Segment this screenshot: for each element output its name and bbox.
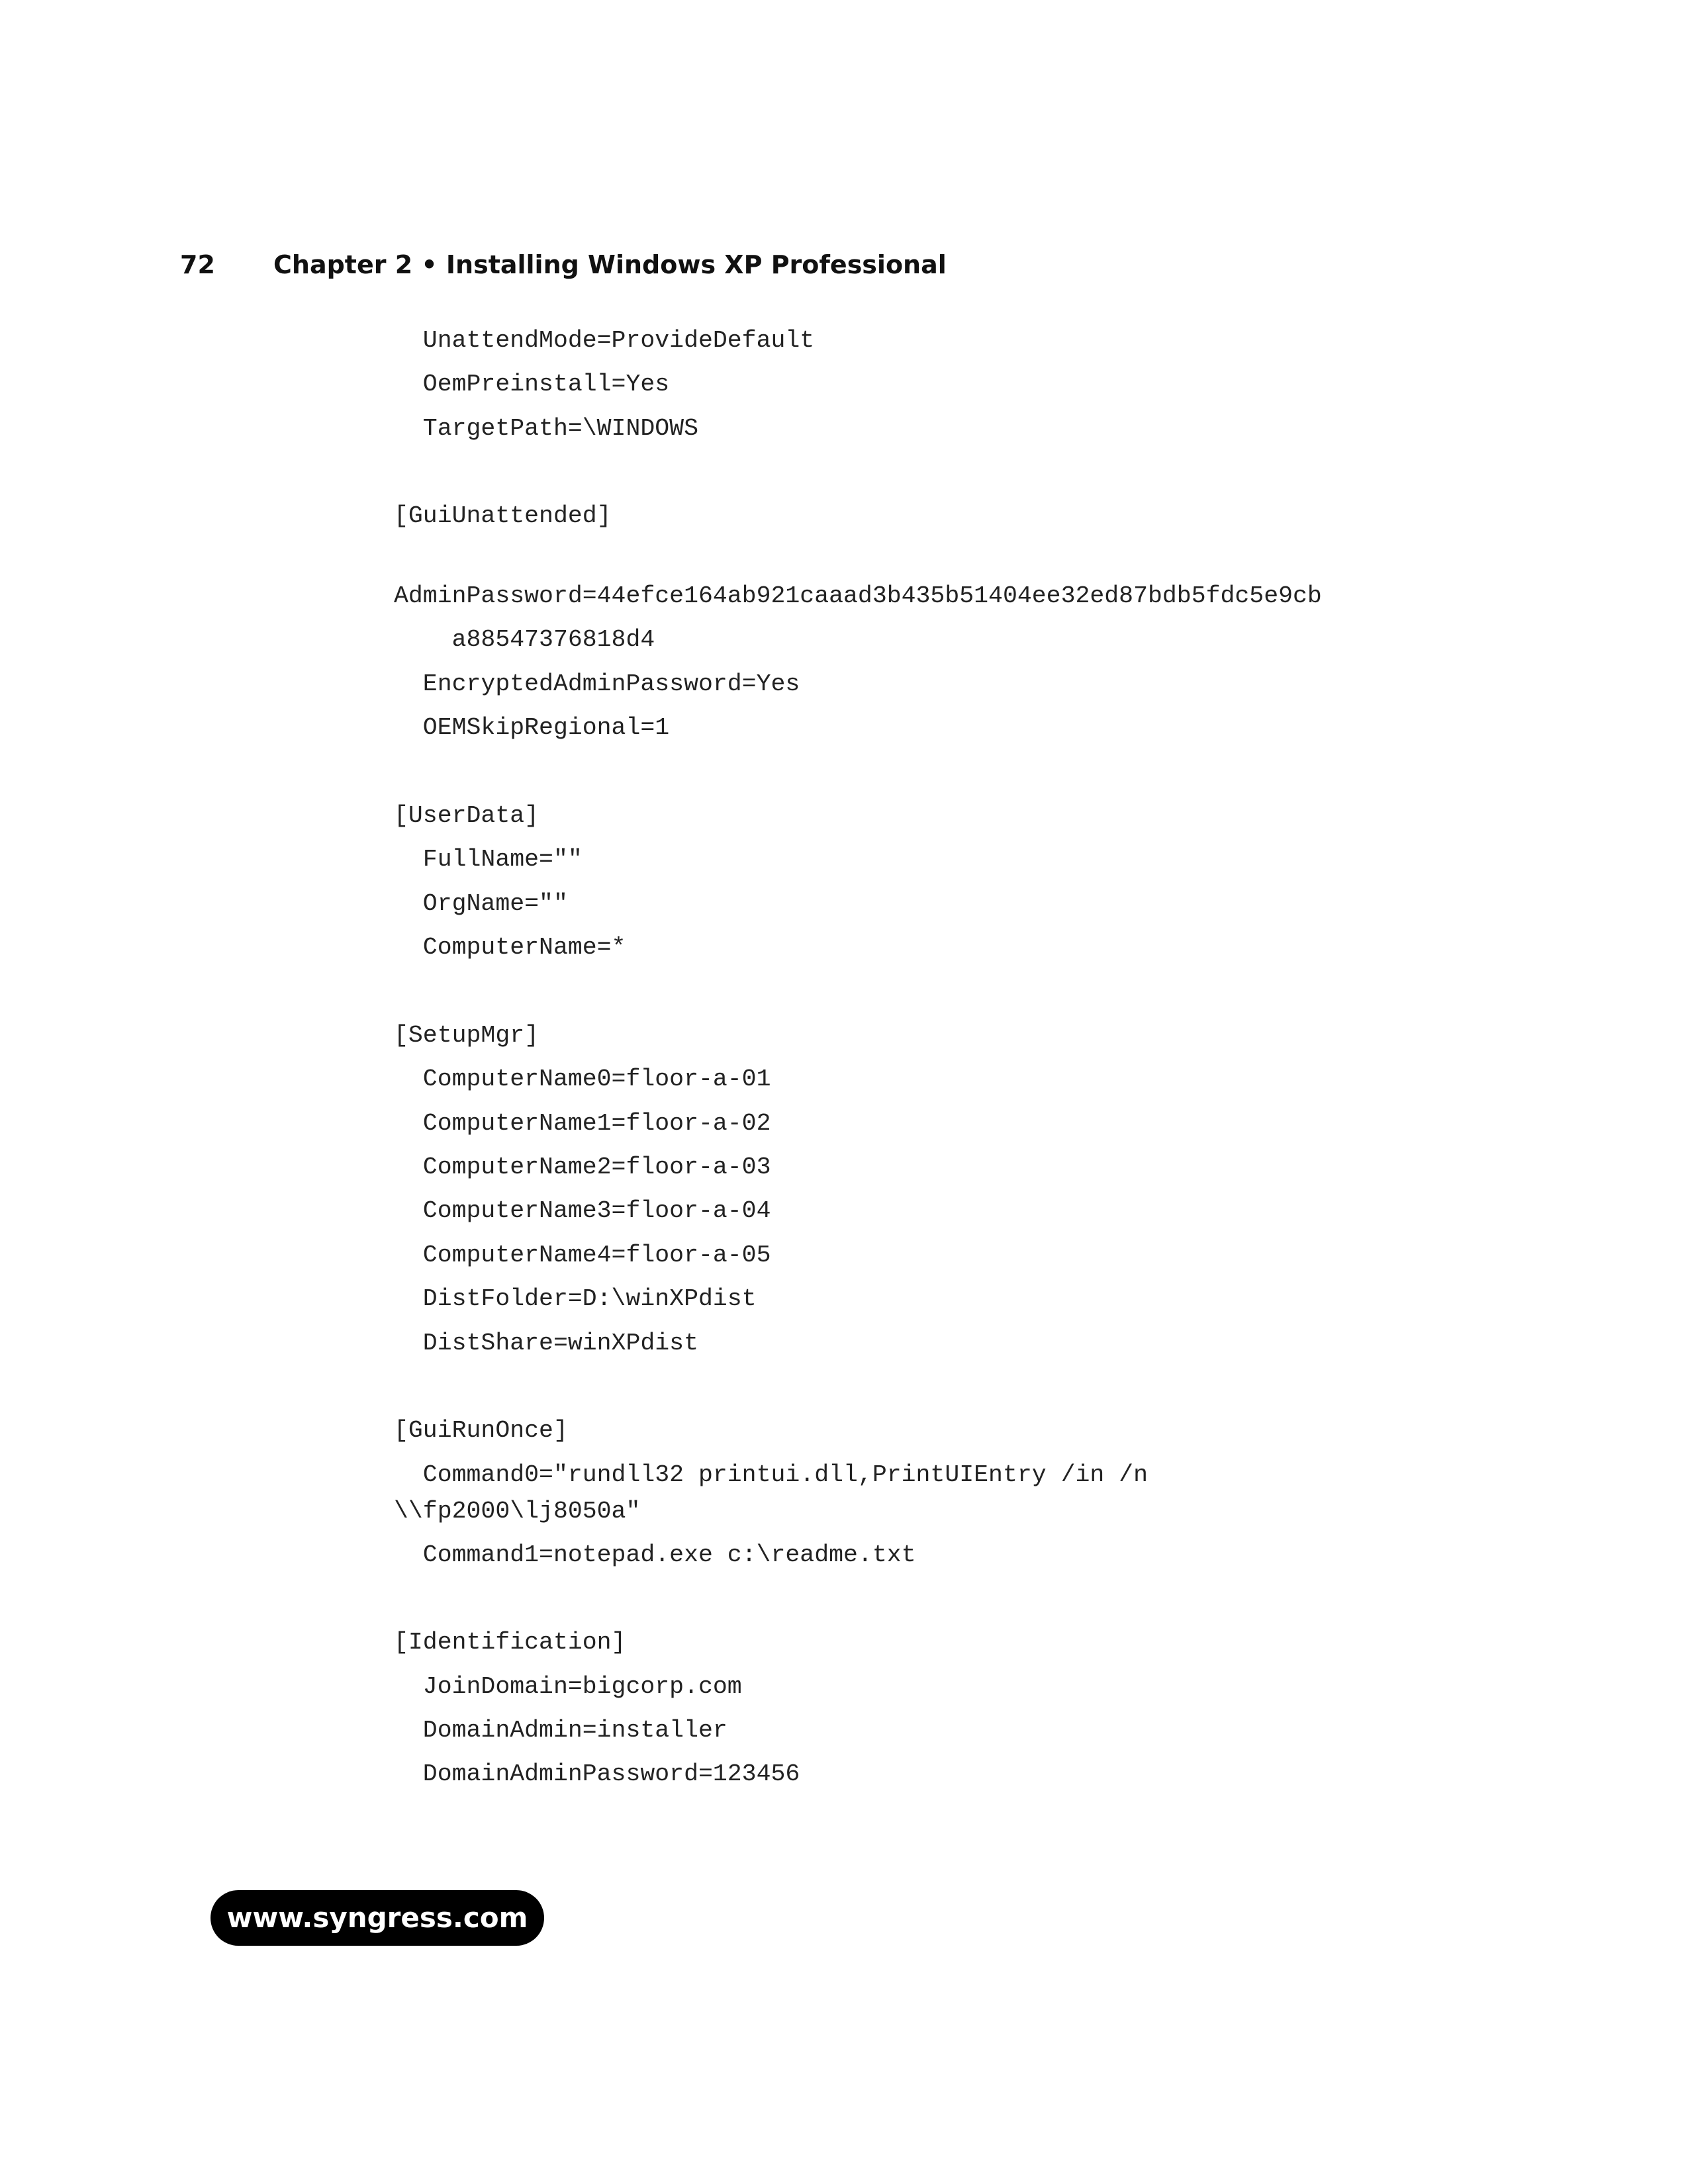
code-line: ComputerName0=floor-a-01 [394, 1066, 771, 1093]
running-head: Chapter 2 • Installing Windows XP Professional [273, 250, 947, 279]
code-line: DomainAdmin=installer [394, 1717, 727, 1744]
code-line: Command1=notepad.exe c:\readme.txt [394, 1541, 916, 1569]
code-line: OEMSkipRegional=1 [394, 714, 670, 741]
code-listing [394, 0, 1652, 2184]
code-line: [UserData] [394, 802, 539, 829]
code-line: \\fp2000\lj8050a" [394, 1498, 641, 1525]
code-line: JoinDomain=bigcorp.com [394, 1673, 742, 1700]
code-line: [SetupMgr] [394, 1022, 539, 1049]
code-line: FullName="" [394, 846, 583, 873]
code-line: [Identification] [394, 1629, 626, 1656]
code-line: ComputerName3=floor-a-04 [394, 1197, 771, 1224]
code-line: DistFolder=D:\winXPdist [394, 1285, 757, 1312]
code-line: [GuiRunOnce] [394, 1417, 568, 1444]
code-line: DomainAdminPassword=123456 [394, 1760, 800, 1788]
code-line: DistShare=winXPdist [394, 1330, 698, 1357]
code-line: ComputerName=* [394, 934, 626, 961]
code-line: ComputerName2=floor-a-03 [394, 1154, 771, 1181]
code-line: [GuiUnattended] [394, 502, 612, 529]
code-line: ComputerName1=floor-a-02 [394, 1110, 771, 1137]
code-line: AdminPassword=44efce164ab921caaad3b435b51404ee32ed87bdb5fdc5e9cb [394, 582, 1322, 610]
code-line: a88547376818d4 [394, 626, 655, 653]
code-line: TargetPath=\WINDOWS [394, 415, 698, 442]
code-line: Command0="rundll32 printui.dll,PrintUIEntry /in /n [394, 1461, 1148, 1488]
page-number: 72 [180, 250, 215, 279]
code-line: OrgName="" [394, 890, 568, 917]
code-line: OemPreinstall=Yes [394, 371, 670, 398]
code-line: ComputerName4=floor-a-05 [394, 1242, 771, 1269]
code-line: UnattendMode=ProvideDefault [394, 327, 815, 354]
publisher-url-badge[interactable]: www.syngress.com [211, 1890, 544, 1946]
code-line: EncryptedAdminPassword=Yes [394, 670, 800, 698]
